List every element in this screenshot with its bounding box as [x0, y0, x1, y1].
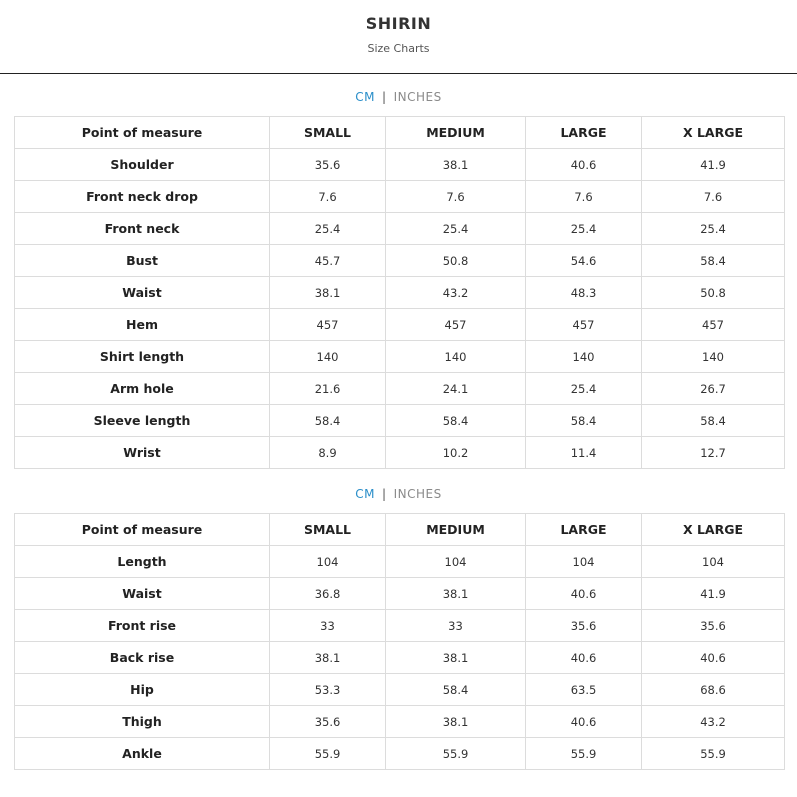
value-cell: 50.8 [642, 277, 785, 309]
unit-inches-link[interactable]: INCHES [393, 90, 442, 104]
value-cell: 41.9 [642, 578, 785, 610]
measure-label: Shirt length [15, 341, 270, 373]
size-table-bottom [14, 513, 785, 770]
value-cell: 58.4 [270, 405, 386, 437]
measure-label: Wrist [15, 437, 270, 469]
value-cell: 7.6 [642, 181, 785, 213]
value-cell: 35.6 [526, 610, 642, 642]
value-cell: 35.6 [642, 610, 785, 642]
header-small: SMALL [270, 117, 386, 149]
unit-separator: | [382, 487, 387, 501]
table-row [15, 245, 785, 277]
page-title: SHIRIN [365, 14, 432, 33]
table-row [15, 341, 785, 373]
value-cell: 58.4 [386, 674, 526, 706]
header-medium: MEDIUM [386, 117, 526, 149]
table-row [15, 610, 785, 642]
value-cell: 8.9 [270, 437, 386, 469]
measure-label: Bust [15, 245, 270, 277]
value-cell: 53.3 [270, 674, 386, 706]
table-header-row [15, 514, 785, 546]
unit-toggle-top [0, 90, 797, 106]
value-cell: 63.5 [526, 674, 642, 706]
value-cell: 140 [270, 341, 386, 373]
value-cell: 43.2 [642, 706, 785, 738]
value-cell: 35.6 [270, 149, 386, 181]
page-header [0, 0, 797, 74]
value-cell: 54.6 [526, 245, 642, 277]
table-row [15, 277, 785, 309]
value-cell: 58.4 [642, 245, 785, 277]
value-cell: 104 [642, 546, 785, 578]
table-row [15, 706, 785, 738]
unit-toggle-bottom [0, 487, 797, 503]
value-cell: 33 [270, 610, 386, 642]
value-cell: 68.6 [642, 674, 785, 706]
measure-label: Hem [15, 309, 270, 341]
value-cell: 38.1 [386, 149, 526, 181]
unit-separator: | [382, 90, 387, 104]
value-cell: 55.9 [526, 738, 642, 770]
value-cell: 7.6 [526, 181, 642, 213]
value-cell: 25.4 [642, 213, 785, 245]
header-x-large: X LARGE [642, 117, 785, 149]
measure-label: Sleeve length [15, 405, 270, 437]
unit-cm-link[interactable]: CM [355, 487, 376, 501]
measure-label: Arm hole [15, 373, 270, 405]
value-cell: 140 [386, 341, 526, 373]
measure-label: Waist [15, 578, 270, 610]
value-cell: 25.4 [526, 373, 642, 405]
value-cell: 58.4 [386, 405, 526, 437]
value-cell: 38.1 [386, 578, 526, 610]
value-cell: 104 [526, 546, 642, 578]
header-point-of-measure: Point of measure [15, 117, 270, 149]
value-cell: 48.3 [526, 277, 642, 309]
value-cell: 104 [386, 546, 526, 578]
measure-label: Waist [15, 277, 270, 309]
value-cell: 50.8 [386, 245, 526, 277]
table-row [15, 578, 785, 610]
value-cell: 45.7 [270, 245, 386, 277]
table-row [15, 373, 785, 405]
table-row [15, 642, 785, 674]
value-cell: 457 [270, 309, 386, 341]
value-cell: 25.4 [270, 213, 386, 245]
value-cell: 40.6 [526, 149, 642, 181]
value-cell: 25.4 [526, 213, 642, 245]
value-cell: 55.9 [642, 738, 785, 770]
value-cell: 33 [386, 610, 526, 642]
header-small: SMALL [270, 514, 386, 546]
value-cell: 55.9 [270, 738, 386, 770]
table-row [15, 546, 785, 578]
measure-label: Front rise [15, 610, 270, 642]
value-cell: 7.6 [386, 181, 526, 213]
value-cell: 43.2 [386, 277, 526, 309]
table-row [15, 674, 785, 706]
header-medium: MEDIUM [386, 514, 526, 546]
table-row [15, 213, 785, 245]
value-cell: 26.7 [642, 373, 785, 405]
value-cell: 12.7 [642, 437, 785, 469]
header-x-large: X LARGE [642, 514, 785, 546]
value-cell: 38.1 [270, 642, 386, 674]
value-cell: 140 [526, 341, 642, 373]
value-cell: 40.6 [642, 642, 785, 674]
unit-cm-link[interactable]: CM [355, 90, 376, 104]
value-cell: 40.6 [526, 706, 642, 738]
value-cell: 457 [526, 309, 642, 341]
value-cell: 7.6 [270, 181, 386, 213]
unit-inches-link[interactable]: INCHES [393, 487, 442, 501]
measure-label: Front neck drop [15, 181, 270, 213]
value-cell: 10.2 [386, 437, 526, 469]
page-subtitle: Size Charts [367, 42, 430, 55]
value-cell: 21.6 [270, 373, 386, 405]
table-row [15, 405, 785, 437]
value-cell: 25.4 [386, 213, 526, 245]
value-cell: 40.6 [526, 578, 642, 610]
value-cell: 36.8 [270, 578, 386, 610]
measure-label: Hip [15, 674, 270, 706]
measure-label: Ankle [15, 738, 270, 770]
size-table-top [14, 116, 785, 469]
measure-label: Front neck [15, 213, 270, 245]
table-row [15, 181, 785, 213]
value-cell: 140 [642, 341, 785, 373]
value-cell: 38.1 [270, 277, 386, 309]
value-cell: 58.4 [642, 405, 785, 437]
header-large: LARGE [526, 514, 642, 546]
measure-label: Length [15, 546, 270, 578]
value-cell: 11.4 [526, 437, 642, 469]
value-cell: 55.9 [386, 738, 526, 770]
table-row [15, 149, 785, 181]
value-cell: 24.1 [386, 373, 526, 405]
value-cell: 104 [270, 546, 386, 578]
value-cell: 457 [642, 309, 785, 341]
header-large: LARGE [526, 117, 642, 149]
value-cell: 41.9 [642, 149, 785, 181]
measure-label: Back rise [15, 642, 270, 674]
value-cell: 38.1 [386, 642, 526, 674]
table-row [15, 738, 785, 770]
table-row [15, 309, 785, 341]
value-cell: 457 [386, 309, 526, 341]
value-cell: 40.6 [526, 642, 642, 674]
table-row [15, 437, 785, 469]
value-cell: 38.1 [386, 706, 526, 738]
value-cell: 35.6 [270, 706, 386, 738]
table-header-row [15, 117, 785, 149]
header-point-of-measure: Point of measure [15, 514, 270, 546]
value-cell: 58.4 [526, 405, 642, 437]
measure-label: Shoulder [15, 149, 270, 181]
measure-label: Thigh [15, 706, 270, 738]
